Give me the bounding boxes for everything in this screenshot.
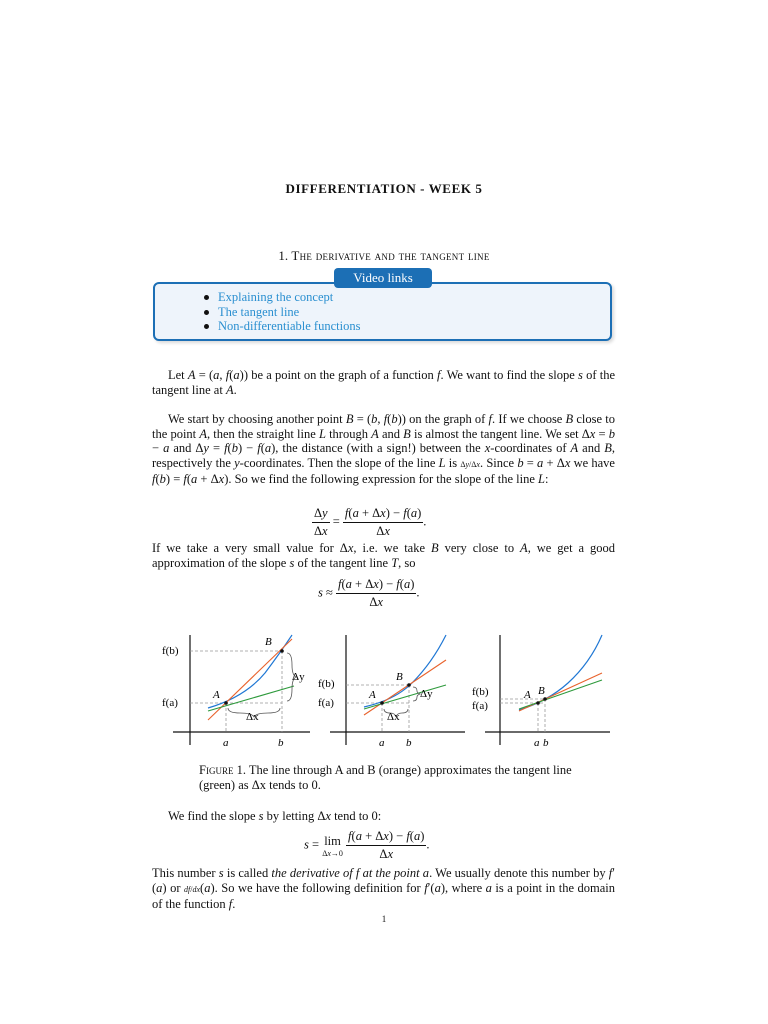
label-B: B — [265, 636, 272, 648]
paragraph-limit-intro: We find the slope s by letting Δx tend to 0: — [168, 809, 382, 823]
paragraph-intro: Let A = (a, f(a)) be a point on the graph of a function f. We want to find the slope s of the tangent line at A. — [152, 368, 616, 397]
point-B — [543, 697, 547, 701]
video-links-list — [204, 290, 360, 334]
point-B — [280, 649, 284, 653]
video-link-explaining[interactable]: Explaining the concept — [204, 290, 360, 305]
secant-line — [364, 660, 446, 715]
label-fa: f(a) — [472, 700, 488, 712]
tangent-line — [208, 686, 294, 711]
label-dy: Δy — [292, 671, 305, 683]
secant-line — [519, 673, 602, 711]
point-A — [380, 701, 384, 705]
section-heading: The derivative and the tangent line — [291, 248, 490, 263]
label-fb: f(b) — [318, 678, 335, 690]
section-number: 1. — [278, 248, 289, 263]
label-a: a — [223, 737, 229, 749]
paragraph-approx: If we take a very small value for Δx, i.e. we take B very close to A, we get a good approximation of the slope s of the tangent line T, so — [152, 541, 615, 570]
label-b: b — [406, 737, 412, 749]
label-dx: Δx — [387, 711, 400, 723]
paragraph-secant: We start by choosing another point B = (b, f(b)) on the graph of f. If we choose B close to the point A, then the straight line L through A and B is almost the tangent line. We set Δx = b − a and Δy = f(b) − f(a), the distance (with a sign!) between the x-coordinates of A and B, respectively the y-coordinates. Then the slope of the line L is Δy/Δx. Since b = a + Δx we have f(b) = f(a + Δx). So we find the following expression for the slope of the line L: — [152, 412, 615, 487]
paragraph-definition: This number s is called the derivative of f at the point a. We usually denote this number by f′(a) or df/dx(a). So we have the following definition for f′(a), where a is a point in the domain of the function f. — [152, 866, 616, 912]
label-fa: f(a) — [162, 697, 178, 709]
point-A — [224, 701, 228, 705]
figure-1 — [0, 625, 768, 755]
tangent-line — [519, 680, 602, 709]
label-a: a — [534, 737, 540, 749]
label-A: A — [213, 689, 220, 701]
label-fb: f(b) — [472, 686, 489, 698]
point-A — [536, 701, 540, 705]
page-number: 1 — [381, 914, 387, 924]
label-dy: Δy — [420, 688, 433, 700]
equation-slope-L: $\frac{\Delta y}{\Delta x}$ = $\frac{f(a + \Delta x) - f(a)}{\Delta x}$ . — [314, 506, 427, 538]
point-B — [407, 683, 411, 687]
label-dx: Δx — [246, 711, 259, 723]
figure-caption — [199, 763, 579, 792]
video-link-nondiff[interactable]: Non-differentiable functions — [204, 319, 360, 334]
label-a: a — [379, 737, 385, 749]
label-B: B — [538, 685, 545, 697]
caption-text: The line through A and B (orange) approximates the tangent line (green) as Δx tends to 0. — [199, 763, 572, 792]
label-fb: f(b) — [162, 645, 179, 657]
video-links-tab: Video links — [334, 268, 432, 288]
label-A: A — [524, 689, 531, 701]
caption-label: Figure 1. — [199, 763, 246, 777]
curve-f — [364, 635, 446, 707]
figure-panel-3 — [472, 635, 610, 749]
figure-panel-2 — [318, 635, 465, 749]
equation-limit: s = lim Δx→0 $\frac{f(a + \Delta x) - f(a)}{\Delta x}$ . — [304, 829, 430, 861]
label-B: B — [396, 671, 403, 683]
label-fa: f(a) — [318, 697, 334, 709]
label-b: b — [543, 737, 549, 749]
label-A: A — [369, 689, 376, 701]
label-b: b — [278, 737, 284, 749]
video-link-tangent[interactable]: The tangent line — [204, 305, 360, 320]
equation-approx: s ≈ $\frac{f(a + \Delta x) - f(a)}{\Delta x}$ . — [318, 577, 420, 609]
section-title — [0, 248, 768, 264]
page-title: DIFFERENTIATION - WEEK 5 — [285, 181, 483, 196]
figure-panel-1 — [162, 635, 310, 749]
curve-f — [208, 635, 292, 708]
